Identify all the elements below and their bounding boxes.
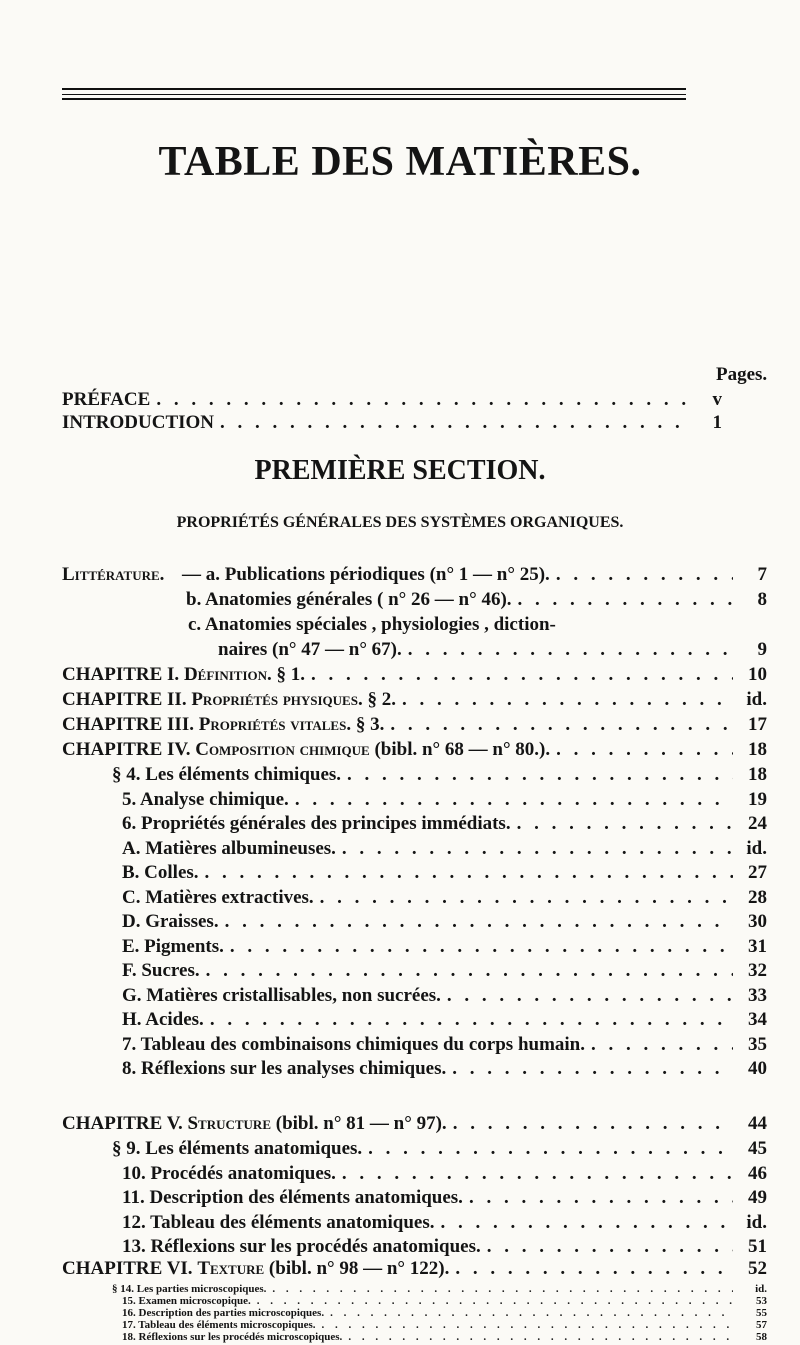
toc-entry-litterature-c[interactable] bbox=[218, 639, 767, 661]
toc-entry-page: 27 bbox=[748, 862, 767, 883]
dot-leader bbox=[368, 1138, 733, 1160]
chapter-head: CHAPITRE VI. bbox=[62, 1258, 193, 1279]
dot-leader bbox=[342, 1163, 733, 1185]
dot-leader bbox=[440, 1212, 733, 1234]
toc-entry-label: 10. Procédés anatomiques. bbox=[122, 1162, 336, 1184]
toc-entry-chapter-4[interactable] bbox=[62, 739, 767, 761]
toc-entry[interactable] bbox=[122, 911, 767, 933]
dot-leader bbox=[447, 985, 733, 1007]
toc-entry-label: 15. Examen microscopique. bbox=[122, 1295, 251, 1307]
dot-leader bbox=[342, 838, 733, 860]
toc-entry-label: 17. Tableau des éléments microscopiques. bbox=[122, 1319, 316, 1331]
dot-leader bbox=[408, 639, 733, 661]
chapter-title: Définition. § 1. bbox=[183, 664, 306, 685]
chapter-head: CHAPITRE IV. bbox=[62, 739, 191, 760]
toc-entry-page: v bbox=[712, 389, 722, 410]
toc-entry-litterature-c-line1: c. Anatomies spéciales , physiologies , diction- bbox=[188, 614, 556, 635]
toc-entry[interactable] bbox=[122, 985, 767, 1007]
toc-entry[interactable] bbox=[112, 764, 767, 786]
toc-entry-page: 8 bbox=[757, 589, 767, 610]
toc-entry-label: E. Pigments. bbox=[122, 935, 224, 957]
dot-leader bbox=[206, 960, 733, 982]
dot-leader bbox=[390, 714, 733, 736]
toc-entry[interactable] bbox=[122, 1009, 767, 1031]
toc-entry-page: 18 bbox=[748, 739, 767, 760]
toc-entry-page: 58 bbox=[756, 1331, 767, 1343]
toc-entry-page: 24 bbox=[748, 813, 767, 834]
dot-leader bbox=[257, 1295, 733, 1307]
toc-entry-label: D. Graisses. bbox=[122, 911, 219, 932]
dot-leader bbox=[210, 1009, 733, 1031]
dot-leader bbox=[205, 862, 733, 884]
toc-entry-page: 44 bbox=[748, 1113, 767, 1134]
toc-entry[interactable] bbox=[122, 1163, 767, 1185]
toc-entry-label: C. Matières extractives. bbox=[122, 886, 314, 908]
toc-entry-label: 12. Tableau des éléments anatomiques. bbox=[122, 1211, 435, 1233]
toc-entry-chapter-1[interactable] bbox=[62, 664, 767, 686]
toc-entry-label: 11. Description des éléments anatomiques. bbox=[122, 1187, 463, 1208]
dot-leader bbox=[556, 564, 733, 586]
toc-entry[interactable] bbox=[122, 862, 767, 884]
toc-entry[interactable] bbox=[122, 1236, 767, 1258]
toc-entry-page: 33 bbox=[748, 984, 767, 1006]
toc-entry-page: 45 bbox=[748, 1138, 767, 1159]
toc-entry[interactable] bbox=[122, 789, 767, 811]
toc-entry-page: 17 bbox=[748, 714, 767, 735]
dot-leader bbox=[295, 789, 733, 811]
dot-leader bbox=[322, 1319, 733, 1331]
toc-entry-label: 5. Analyse chimique. bbox=[122, 788, 289, 810]
toc-entry-page: 1 bbox=[712, 412, 722, 433]
toc-entry-label: G. Matières cristallisables, non sucrées. bbox=[122, 984, 441, 1006]
toc-entry-page: id. bbox=[746, 689, 767, 710]
pages-column-label: Pages. bbox=[716, 364, 768, 385]
toc-entry-page: 10 bbox=[748, 664, 767, 685]
toc-entry[interactable] bbox=[122, 1212, 767, 1234]
section-subtitle: PROPRIÉTÉS GÉNÉRALES DES SYSTÈMES ORGANIQUES. bbox=[176, 514, 624, 531]
toc-entry-introduction[interactable] bbox=[62, 412, 722, 434]
dot-leader bbox=[220, 412, 688, 434]
dot-leader bbox=[452, 1058, 733, 1080]
toc-entry-label: § 9. Les éléments anatomiques. bbox=[112, 1138, 363, 1159]
page-title: TABLE DES MATIÈRES. bbox=[158, 139, 642, 185]
toc-entry-preface[interactable] bbox=[62, 389, 722, 411]
dot-leader bbox=[311, 664, 733, 686]
toc-entry[interactable] bbox=[122, 1058, 767, 1080]
chapter-head: CHAPITRE I. bbox=[62, 664, 180, 685]
toc-entry-page: 35 bbox=[748, 1033, 767, 1055]
toc-entry[interactable] bbox=[122, 1331, 767, 1343]
toc-entry-page: 55 bbox=[756, 1307, 767, 1319]
toc-entry-label: A. Matières albumineuses. bbox=[122, 837, 336, 859]
toc-entry-chapter-6[interactable] bbox=[62, 1258, 767, 1280]
toc-entry[interactable] bbox=[122, 1319, 767, 1331]
toc-entry-litterature-a[interactable] bbox=[182, 564, 767, 586]
dot-leader bbox=[225, 911, 733, 933]
dot-leader bbox=[348, 1331, 733, 1343]
toc-entry-page: 57 bbox=[756, 1319, 767, 1331]
toc-entry[interactable] bbox=[122, 1295, 767, 1307]
toc-entry-label: F. Sucres. bbox=[122, 960, 200, 981]
chapter-title: Texture bbox=[197, 1258, 265, 1279]
dot-leader bbox=[469, 1187, 733, 1209]
toc-entry-label: H. Acides. bbox=[122, 1009, 204, 1030]
section-title: PREMIÈRE SECTION. bbox=[254, 455, 546, 486]
chapter-title: Composition chimique bbox=[195, 739, 370, 760]
dot-leader bbox=[487, 1236, 733, 1258]
chapter-head: CHAPITRE V. bbox=[62, 1113, 183, 1134]
toc-entry-page: id. bbox=[755, 1283, 767, 1295]
toc-entry-page: 30 bbox=[748, 911, 767, 932]
toc-entry-chapter-2[interactable] bbox=[62, 689, 767, 711]
toc-entry-label: — a. Publications périodiques (n° 1 — n° 25). bbox=[182, 564, 550, 585]
toc-entry-label: naires (n° 47 — n° 67). bbox=[218, 639, 402, 660]
dot-leader bbox=[156, 389, 688, 411]
toc-entry-litterature-b[interactable] bbox=[186, 589, 767, 611]
dot-leader bbox=[272, 1283, 733, 1295]
chapter-bibl: (bibl. n° 81 — n° 97). bbox=[275, 1113, 447, 1134]
toc-entry-label: 16. Description des parties microscopiques. bbox=[122, 1307, 325, 1319]
top-rule-bottom bbox=[62, 98, 686, 100]
toc-entry[interactable] bbox=[122, 1187, 767, 1209]
dot-leader bbox=[556, 739, 733, 761]
toc-entry[interactable] bbox=[122, 887, 767, 909]
dot-leader bbox=[518, 589, 733, 611]
toc-entry-label: B. Colles. bbox=[122, 862, 199, 883]
toc-entry[interactable] bbox=[122, 1034, 767, 1056]
toc-entry-page: 9 bbox=[757, 639, 767, 660]
toc-entry-page: id. bbox=[746, 837, 767, 859]
toc-entry-label: 8. Réflexions sur les analyses chimiques. bbox=[122, 1058, 447, 1079]
chapter-title: Propriétés physiques. § 2. bbox=[191, 689, 396, 710]
toc-entry-label: INTRODUCTION bbox=[62, 412, 215, 433]
toc-entry[interactable] bbox=[122, 813, 767, 835]
top-rule-thick bbox=[62, 88, 686, 90]
toc-entry-chapter-3[interactable] bbox=[62, 714, 767, 736]
toc-entry-page: 7 bbox=[757, 564, 767, 585]
toc-entry-label: 7. Tableau des combinaisons chimiques du corps humain. bbox=[122, 1033, 585, 1055]
toc-entry-label: 13. Réflexions sur les procédés anatomiques. bbox=[122, 1236, 481, 1257]
toc-entry-label: § 4. Les éléments chimiques. bbox=[112, 764, 342, 785]
toc-entry[interactable] bbox=[122, 936, 767, 958]
toc-entry-page: 31 bbox=[748, 935, 767, 957]
toc-entry-page: 40 bbox=[748, 1058, 767, 1079]
dot-leader bbox=[347, 764, 733, 786]
dot-leader bbox=[453, 1113, 733, 1135]
toc-entry-page: 53 bbox=[756, 1295, 767, 1307]
dot-leader bbox=[402, 689, 733, 711]
dot-leader bbox=[230, 936, 733, 958]
toc-entry-page: 52 bbox=[748, 1258, 767, 1279]
chapter-head: CHAPITRE III. bbox=[62, 714, 194, 735]
chapter-title: Propriétés vitales. § 3. bbox=[198, 714, 385, 735]
dot-leader bbox=[455, 1258, 733, 1280]
chapter-bibl: (bibl. n° 98 — n° 122). bbox=[268, 1258, 450, 1279]
chapter-title: Structure bbox=[187, 1113, 271, 1134]
toc-entry-label: b. Anatomies générales ( n° 26 — n° 46). bbox=[186, 589, 512, 610]
toc-entry[interactable] bbox=[122, 838, 767, 860]
dot-leader bbox=[330, 1307, 733, 1319]
toc-entry-page: 18 bbox=[748, 764, 767, 785]
litterature-head: Littérature. bbox=[62, 564, 165, 585]
top-rule-thin bbox=[62, 94, 686, 95]
toc-entry-page: 49 bbox=[748, 1187, 767, 1208]
toc-entry[interactable] bbox=[112, 1138, 767, 1160]
toc-entry[interactable] bbox=[112, 1283, 767, 1295]
toc-entry-page: 34 bbox=[748, 1009, 767, 1030]
toc-entry-page: id. bbox=[746, 1211, 767, 1233]
toc-entry-page: 32 bbox=[748, 960, 767, 981]
toc-entry-label: PRÉFACE bbox=[62, 389, 151, 410]
toc-entry-page: 51 bbox=[748, 1236, 767, 1257]
toc-entry[interactable] bbox=[122, 960, 767, 982]
toc-entry-page: 46 bbox=[748, 1162, 767, 1184]
dot-leader bbox=[517, 813, 733, 835]
toc-entry-page: 19 bbox=[748, 788, 767, 810]
chapter-bibl: (bibl. n° 68 — n° 80.). bbox=[374, 739, 551, 760]
toc-entry-chapter-5[interactable] bbox=[62, 1113, 767, 1135]
dot-leader bbox=[591, 1034, 733, 1056]
chapter-head: CHAPITRE II. bbox=[62, 689, 187, 710]
dot-leader bbox=[320, 887, 733, 909]
toc-entry[interactable] bbox=[122, 1307, 767, 1319]
toc-entry-label: 6. Propriétés générales des principes immédiats. bbox=[122, 813, 511, 834]
toc-entry-label: § 14. Les parties microscopiques. bbox=[112, 1283, 267, 1295]
toc-entry-label: 18. Réflexions sur les procédés microscopiques. bbox=[122, 1331, 343, 1343]
toc-entry-page: 28 bbox=[748, 886, 767, 908]
